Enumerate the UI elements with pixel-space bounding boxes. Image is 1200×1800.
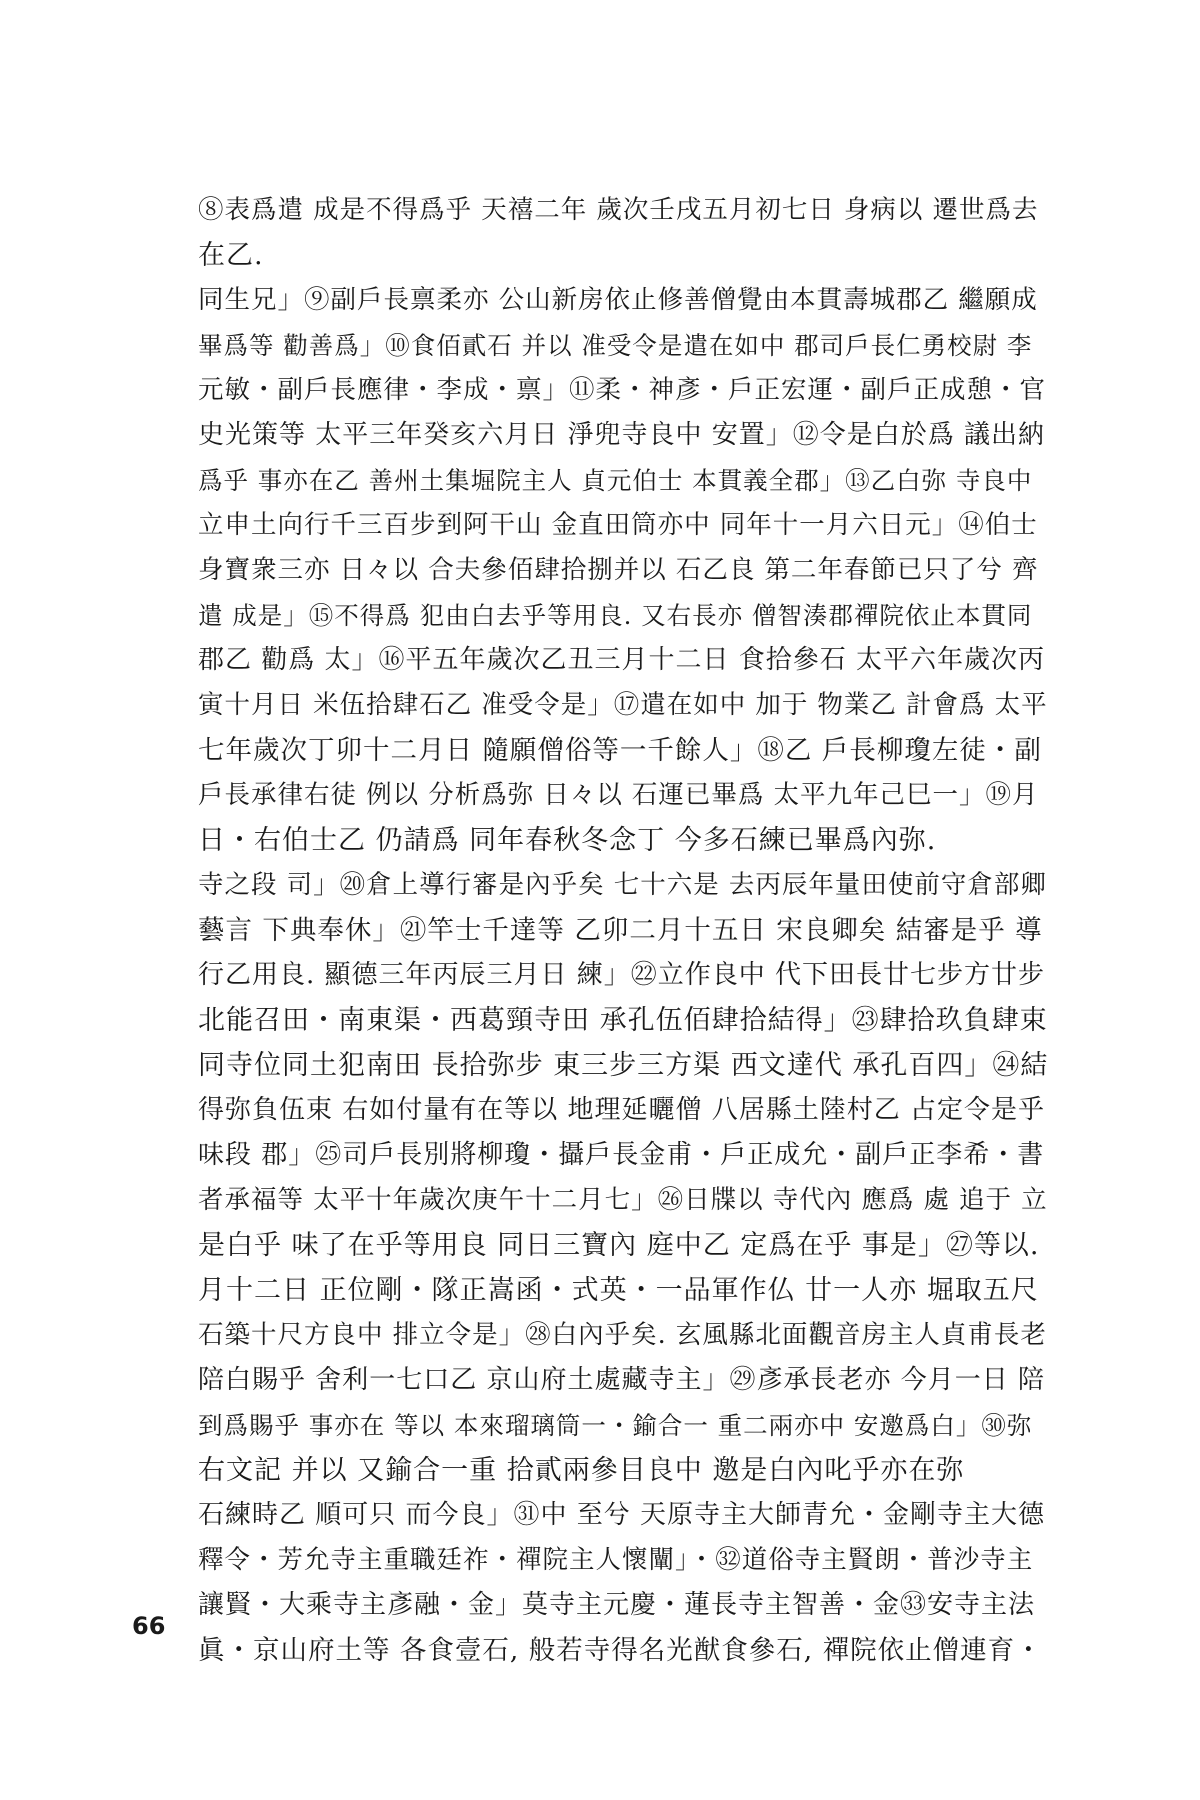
page-number: 66 [132,1612,166,1640]
text-line: ⑧表爲遣 成是不得爲乎 天禧二年 歲次壬戌五月初七日 身病以 遷世爲去 [198,195,1039,225]
text-line: 讓賢・大乘寺主彥融・金」莫寺主元慶・蓮長寺主智善・金㉝安寺主法 [198,1590,1036,1620]
text-line: 者承福等 太平十年歲次庚午十二月七」㉖日牒以 寺代內 應爲 處 追于 立 [198,1185,1048,1215]
text-line: 北能召田・南東渠・西葛頸寺田 承孔伍佰肆拾結得」㉓肆拾玖負肆束 [198,1005,1048,1036]
text-line: 戶長承律右徒 例以 分析爲弥 日々以 石運已畢爲 太平九年己巳一」⑲月 [198,780,1039,810]
text-line: 石練時乙 順可只 而今良」㉛中 至兮 天原寺主大師青允・金剛寺主大德 [198,1500,1046,1530]
text-line: 行乙用良. 顯德三年丙辰三月日 練」㉒立作良中 代下田長廿七步方廿步 [198,960,1046,990]
text-line: 石築十尺方良中 排立令是」㉘白內乎矣. 玄風縣北面觀音房主人貞甫長老 [198,1320,1047,1350]
text-line: 是白乎 味了在乎等用良 同日三寶內 庭中乙 定爲在乎 事是」㉗等以. [198,1230,1040,1261]
text-line: 味段 郡」㉕司戶長別將柳瓊・攝戶長金甫・戶正成允・副戶正李希・書 [198,1140,1045,1170]
text-line: 在乙. [198,240,264,271]
text-line: 遣 成是」⑮不得爲 犯由白去乎等用良. 又右長亦 僧智湊郡禪院依止本貫同 [198,601,1033,630]
text-line: 郡乙 勸爲 太」⑯平五年歲次乙丑三月十二日 食拾參石 太平六年歲次丙 [198,645,1046,675]
text-line: 到爲賜乎 事亦在 等以 本來瑠璃筒一・鍮合一 重二兩亦中 安邀爲白」㉚弥 [198,1411,1033,1440]
text-line: 史光策等 太平三年癸亥六月日 淨兜寺良中 安置」⑫令是白於爲 議出納 [198,420,1046,450]
text-line: 寅十月日 米伍拾肆石乙 准受令是」⑰遣在如中 加于 物業乙 計會爲 太平 [198,690,1048,720]
text-line: 日・右伯士乙 仍請爲 同年春秋冬念丁 今多石練已畢爲內弥. [198,825,937,856]
text-line: 立申土向行千三百步到阿干山 金直田筒亦中 同年十一月六日元」⑭伯士 [198,510,1038,540]
text-line: 陪白賜乎 舍利一七口乙 京山府土處藏寺主」㉙彥承長老亦 今月一日 陪 [198,1365,1046,1395]
text-line: 元敏・副戶長應律・李成・禀」⑪柔・神彥・戶正宏運・副戶正成憩・官 [198,375,1047,405]
text-line: 藝言 下典奉休」㉑竿士千達等 乙卯二月十五日 宋良卿矣 結審是乎 導 [198,915,1043,946]
text-line: 同生兄」⑨副戶長禀柔亦 公山新房依止修善僧覺由本貫壽城郡乙 繼願成 [198,285,1038,315]
text-line: 同寺位同土犯南田 長拾弥步 東三步三方渠 西文達代 承孔百四」㉔結 [198,1050,1048,1081]
text-line: 釋令・芳允寺主重職廷祚・禪院主人懷闡」・㉜道俗寺主賢朗・普沙寺主 [198,1545,1034,1575]
text-line: 爲乎 事亦在乙 善州土集堀院主人 貞元伯士 本貫義全郡」⑬乙白弥 寺良中 [198,466,1033,495]
text-line: 右文記 并以 又鍮合一重 拾貳兩參目良中 邀是白內叱乎亦在弥 [198,1455,965,1486]
text-line: 眞・京山府土等 各食壹石, 般若寺得名光猷食參石, 禪院依止僧連育・ [198,1635,1043,1666]
text-line: 寺之段 司」⑳倉上導行審是內乎矣 七十六是 去丙辰年量田使前守倉部卿 [198,870,1047,900]
body-text [198,188,1048,1673]
text-line: 七年歲次丁卯十二月日 隨願僧俗等一千餘人」⑱乙 戶長柳瓊左徒・副 [198,735,1042,766]
text-line: 得弥負伍束 右如付量有在等以 地理延曬僧 八居縣土陸村乙 占定令是乎 [198,1095,1046,1125]
text-line: 身寶衆三亦 日々以 合夫參佰肆拾捌并以 石乙良 第二年春節已只了兮 齊 [198,555,1039,585]
text-line: 月十二日 正位剛・隊正嵩函・式英・一品軍作仏 廿一人亦 堀取五尺 [198,1275,1039,1306]
text-line: 畢爲等 勸善爲」⑩食佰貳石 并以 准受令是遣在如中 郡司戶長仁勇校尉 李 [198,331,1033,360]
